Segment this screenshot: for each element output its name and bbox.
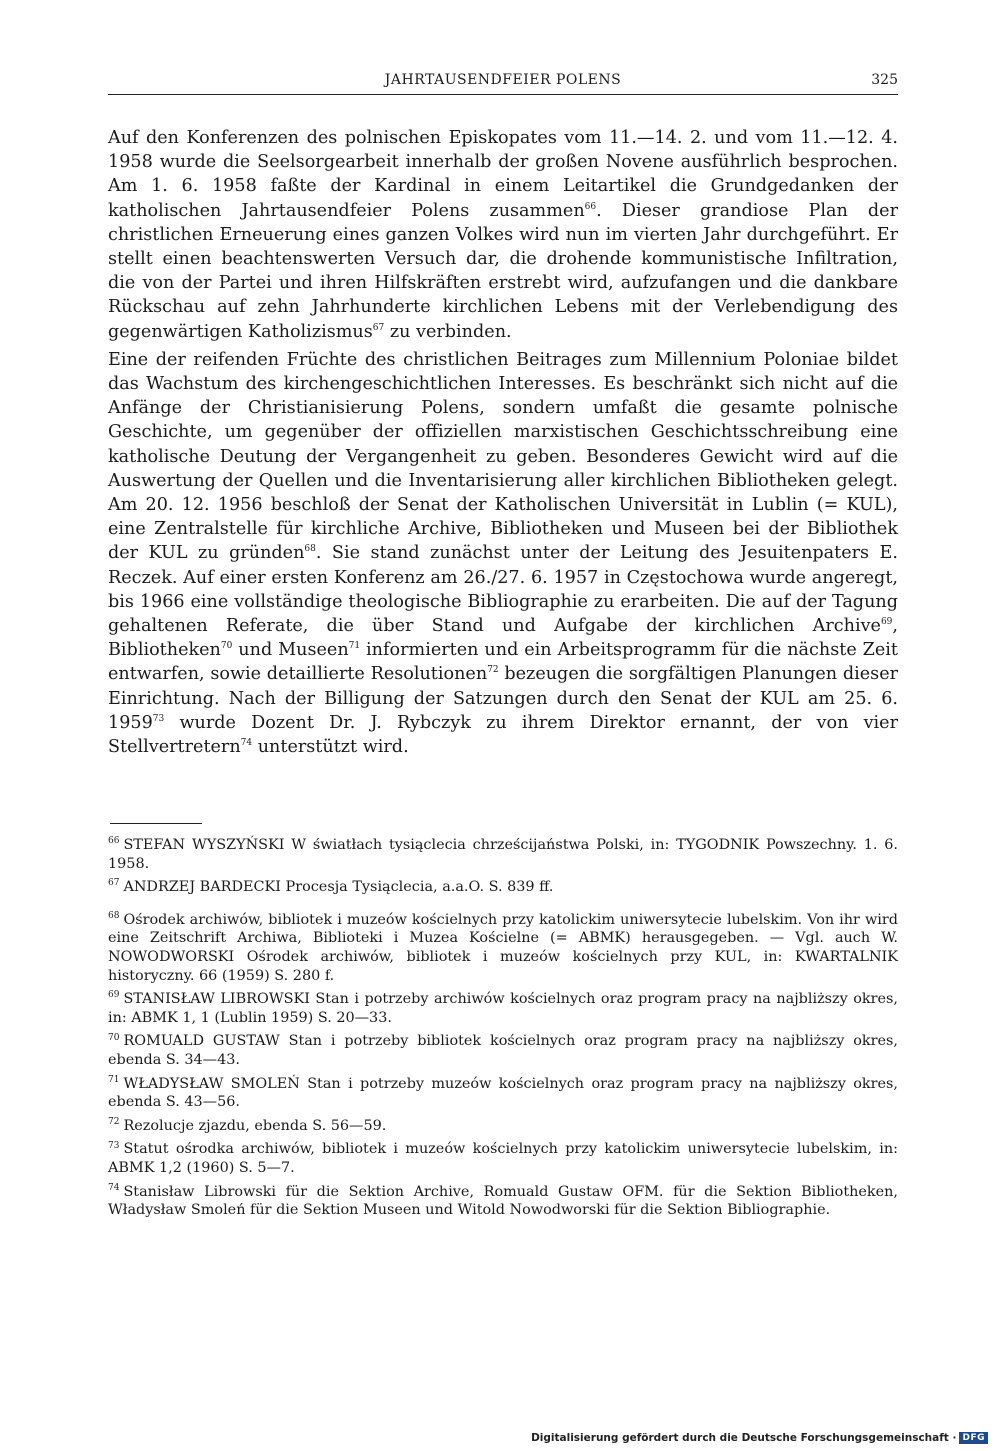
footnote-73 [108,1140,898,1177]
footnote-69 [108,990,898,1027]
footnote-66 [108,836,898,873]
text-run: bezeugen die sorgfältigen Planungen dieser Einrichtung. Nach der Billigung der Satzungen durch den Senat der KUL am 25. 6. 1959 [108,664,899,733]
footnote-number: 74 [108,1182,120,1193]
footnote-text: Ośrodek archiwów, bibliotek i muzeów kościelnych przy katolickim uniwersytecie lubelskim. Von ihr wird eine Zeitschrift Archiwa, Biblioteki i Muzea Kościelne (= ABMK) herausgegeben. — Vgl. auch W. NOWODWORSKI Ośrodek archiwów, bibliotek i muzeów kościelnych przy KUL, in: KWARTALNIK historyczny. 66 (1959) S. 280 f. [108,911,898,984]
text-run: . Dieser grandiose Plan der christlichen Erneuerung eines ganzen Volkes wird nun im vierten Jahr durchgeführt. Er stellt einen beachtenswerten Versuch dar, die drohende kommunistische Infiltration, die von der Partei und ihren Hilfskräften erstrebt wird, aufzufangen und die dankbare Rückschau auf zehn Jahrhunderte kirchlichen Lebens mit der Verlebendigung des gegenwärtigen Katholizismus [108,200,899,342]
footnote-68 [108,911,898,985]
text-run: Eine der reifenden Früchte des christlichen Beitrages zum Millennium Poloniae bildet das Wachstum des kirchengeschichtlichen Interesses. Es beschränkt sich nicht auf die Anfänge der Christianisierung Polens, sondern umfaßt die gesamte polnische Geschichte, um gegenüber der offiziellen marxistischen Geschichtsschreibung eine katholische Deutung der Vergangenheit zu geben. Besonderes Gewicht wird auf die Auswertung der Quellen und die Inventarisierung aller kirchlichen Bibliotheken gelegt. Am 20. 12. 1956 beschloß der Senat der Katholischen Universität in Lublin (= KUL), eine Zentralstelle für kirchliche Archive, Bibliotheken und Museen bei der Bibliothek der KUL zu gründen [108,349,898,564]
main-text [108,126,898,759]
footnote-text: Statut ośrodka archiwów, bibliotek i muzeów kościelnych przy katolickim uniwersytecie lubelskim, in: ABMK 1,2 (1960) S. 5—7. [108,1141,898,1176]
running-header [108,72,898,95]
text-run: wurde Dozent Dr. J. Rybczyk zu ihrem Direktor ernannt, der von vier Stellvertretern [108,712,898,758]
footnote-number: 73 [108,1140,120,1151]
footnote-number: 72 [108,1116,120,1127]
text-run: . Sie stand zunächst unter der Leitung des Jesuitenpaters E. Reczek. Auf einer ersten Konferenz am 26./27. 6. 1957 in Częstochowa wurde angeregt, bis 1966 eine vollständige theologische Bibliographie zu erarbeiten. Die auf der Tagung gehaltenen Referate, die über Stand und Aufgabe der kirchlichen Archive [108,543,898,637]
text-run: zu verbinden. [384,321,512,342]
footnote-text: ROMUALD GUSTAW Stan i potrzeby bibliotek kościelnych oraz program pracy na najbliższy okres, ebenda S. 34—43. [108,1033,898,1068]
credit-text: Digitalisierung gefördert durch die Deutsche Forschungsgemeinschaft · [531,1432,957,1444]
text-run: informierten und ein Arbeitsprogramm für die nächste Zeit entwarfen, sowie detaillierte Resolutionen [108,640,899,685]
text-run: unterstützt wird. [252,737,409,758]
footnote-text: STEFAN WYSZYŃSKI W światłach tysiąclecia chrześcijaństwa Polski, in: TYGODNIK Powszechny. 1. 6. 1958. [108,837,898,872]
footnote-70 [108,1032,898,1069]
page-number: 325 [871,72,898,88]
footnote-ref-67[interactable]: 67 [372,322,385,333]
footnote-number: 70 [108,1032,120,1043]
footnote-number: 68 [108,910,120,921]
footnote-ref-70[interactable]: 70 [220,641,233,652]
footnote-separator [110,823,202,824]
footnote-ref-69[interactable]: 69 [880,617,893,628]
footnote-number: 66 [108,836,120,847]
footnotes [108,836,898,1225]
footnote-ref-66[interactable]: 66 [584,201,597,212]
footnote-text: Rezolucje zjazdu, ebenda S. 56—59. [123,1117,387,1134]
paragraph-2 [108,348,898,759]
footnote-ref-71[interactable]: 71 [348,641,361,652]
footnote-number: 71 [108,1074,120,1085]
footnote-ref-73[interactable]: 73 [152,714,165,725]
footnote-text: Stanisław Librowski für die Sektion Archive, Romuald Gustaw OFM. für die Sektion Bibliotheken, Władysław Smoleń für die Sektion Museen und Witold Nowodworski für die Sektion Bibliographie. [108,1183,898,1219]
footnote-text: STANISŁAW LIBROWSKI Stan i potrzeby archiwów kościelnych oraz program pracy na najbliższy okres, in: ABMK 1, 1 (Lublin 1959) S. 20—33. [108,991,898,1026]
text-run: , Bibliotheken [108,616,898,661]
footnote-number: 69 [108,990,120,1001]
digitization-credit [531,1432,988,1444]
footnote-text: WŁADYSŁAW SMOLEŃ Stan i potrzeby muzeów kościelnych oraz program pracy na najbliższy okres, ebenda S. 43—56. [108,1075,898,1111]
running-title: JAHRTAUSENDFEIER POLENS [384,72,622,88]
footnote-74 [108,1183,898,1220]
footnote-text: ANDRZEJ BARDECKI Procesja Tysiąclecia, a.a.O. S. 839 ff. [123,879,554,896]
footnote-ref-68[interactable]: 68 [304,544,316,555]
text-run: und Museen [232,640,349,661]
paragraph-1 [108,126,898,344]
footnote-ref-74[interactable]: 74 [240,738,253,749]
footnote-ref-72[interactable]: 72 [487,665,499,676]
footnote-72 [108,1117,898,1136]
text-run: Auf den Konferenzen des polnischen Episkopates vom 11.—14. 2. und vom 11.—12. 4. 1958 wurde die Seelsorgearbeit innerhalb der großen Novene ausführlich besprochen. Am 1. 6. 1958 faßte der Kardinal in einem Leitartikel die Grundgedanken der katholischen Jahrtausendfeier Polens zusammen [108,128,898,221]
footnote-67 [108,878,898,897]
footnote-number: 67 [108,878,120,889]
dfg-logo-icon: DFG [959,1432,988,1444]
footnote-71 [108,1075,898,1112]
